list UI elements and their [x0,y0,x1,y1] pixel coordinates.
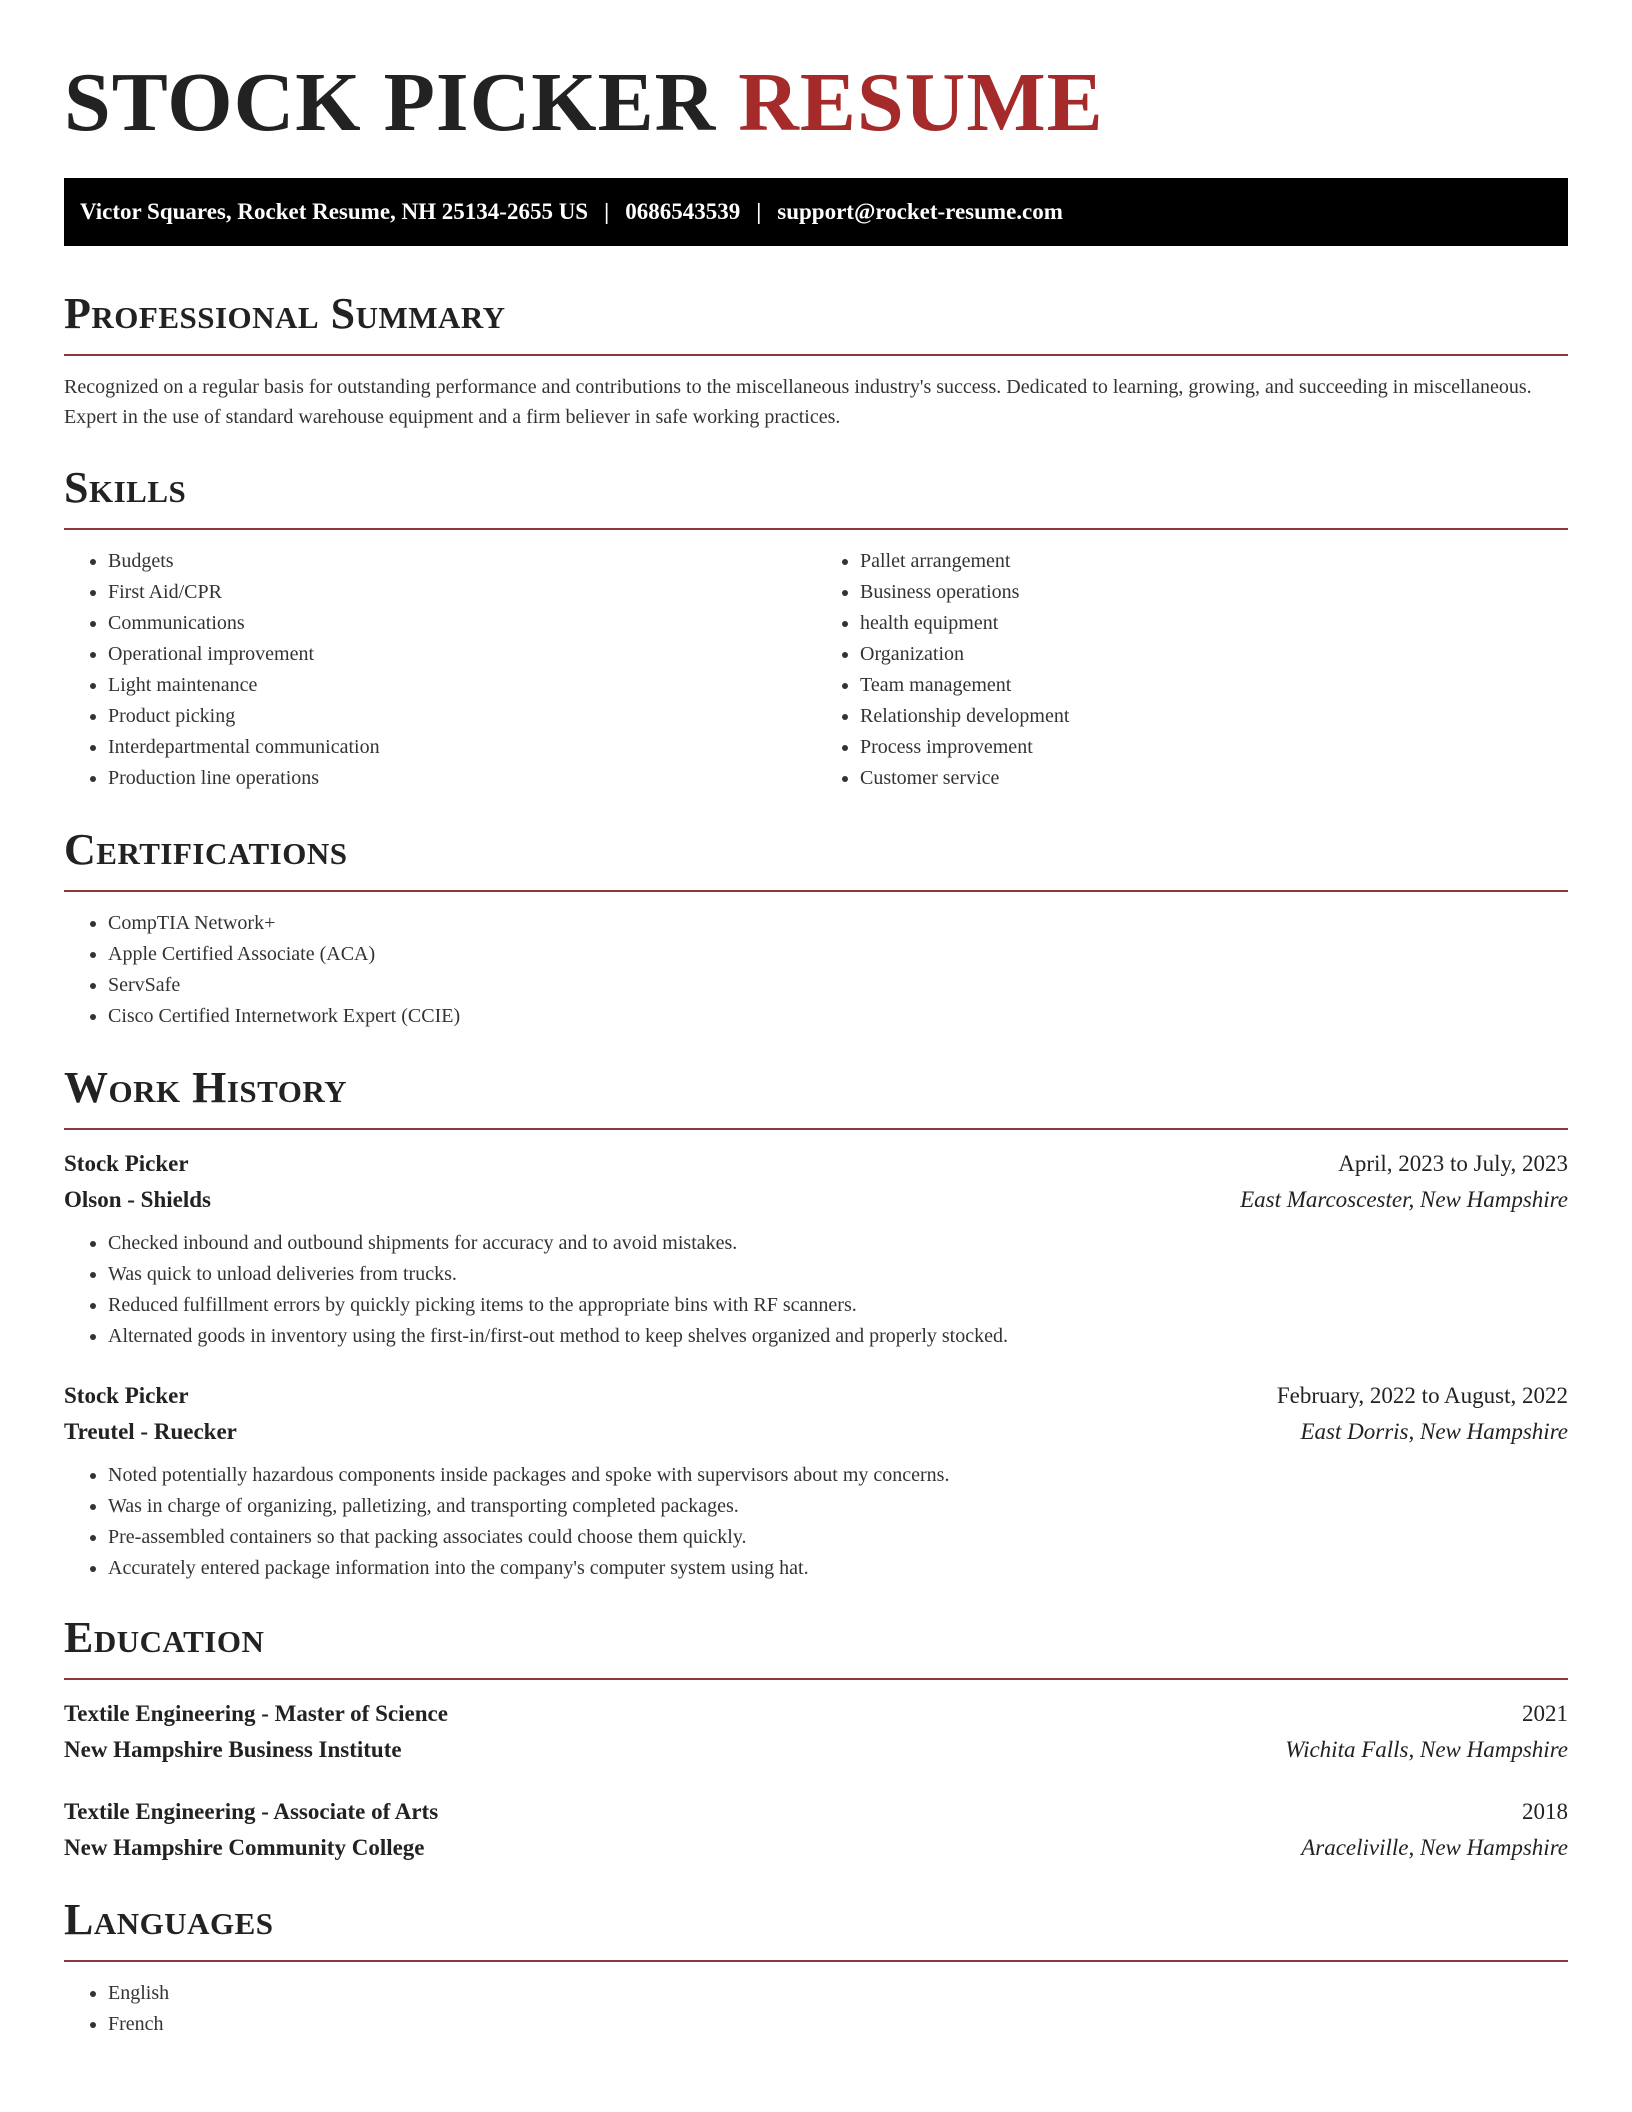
languages-list [64,1978,1568,2040]
title-accent: RESUME [738,56,1104,149]
job-header [64,1146,1568,1182]
education-location: Araceliville, New Hampshire [1301,1835,1568,1860]
section-divider [64,890,1568,892]
section-skills [64,460,1568,794]
contact-bar [64,178,1568,246]
job-bullet: • Alternated goods in inventory using the first-in/first-out method to keep shelves organized and properly stocked. [108,1321,1568,1352]
certification-item: • Cisco Certified Internetwork Expert (CCIE) [108,1001,1568,1032]
job-company: Olson - Shields [64,1187,211,1212]
job-entry [64,1378,1568,1584]
education-degree: Textile Engineering - Associate of Arts [64,1799,439,1824]
skill-item: • Light maintenance [108,670,816,701]
skill-item: • Team management [860,670,1568,701]
skill-item: • Business operations [860,577,1568,608]
skill-item: • Communications [108,608,816,639]
skill-item: • Interdepartmental communication [108,732,816,763]
job-subheader [64,1182,1568,1218]
job-role: Stock Picker [64,1383,189,1408]
education-entry [64,1696,1568,1768]
title-main: STOCK PICKER [64,56,717,149]
job-dates: February, 2022 to August, 2022 [1276,1383,1568,1408]
section-education [64,1610,1568,1866]
section-languages [64,1892,1568,2040]
education-school: New Hampshire Business Institute [64,1737,402,1762]
certification-item: • CompTIA Network+ [108,908,1568,939]
job-bullet: • Was in charge of organizing, palletizing, and transporting completed packages. [108,1491,1568,1522]
certification-item: • ServSafe [108,970,1568,1001]
job-bullet: • Checked inbound and outbound shipments for accuracy and to avoid mistakes. [108,1228,1568,1259]
section-divider [64,1960,1568,1962]
contact-separator: | [756,199,762,224]
education-subheader [64,1732,1568,1768]
job-bullet: • Pre-assembled containers so that packing associates could choose them quickly. [108,1522,1568,1553]
skill-item: • Relationship development [860,701,1568,732]
section-title-summary: Professional Summary [64,289,506,338]
education-header [64,1794,1568,1830]
section-title-skills: Skills [64,463,187,512]
summary-text: Recognized on a regular basis for outstanding performance and contributions to the miscellaneous industry's success. Dedicated to learning, growing, and succeeding in miscellaneous. Expert in the use of standard warehouse equipment and a firm believer in safe working practices. [64,376,1532,428]
language-item: • French [108,2009,1568,2040]
section-divider [64,1678,1568,1680]
education-degree: Textile Engineering - Master of Science [64,1701,448,1726]
job-bullet: • Reduced fulfillment errors by quickly picking items to the appropriate bins with RF scanners. [108,1290,1568,1321]
contact-email[interactable]: support@rocket-resume.com [777,199,1063,224]
skill-item: • Budgets [108,546,816,577]
contact-phone: 0686543539 [625,199,741,224]
contact-separator: | [604,199,610,224]
skills-list-right [816,546,1568,794]
skill-item: • Process improvement [860,732,1568,763]
section-title-education: Education [64,1613,265,1662]
skill-item: • First Aid/CPR [108,577,816,608]
job-location: East Marcoscester, New Hampshire [1240,1187,1568,1212]
section-work-history [64,1060,1568,1584]
skill-item: • Pallet arrangement [860,546,1568,577]
resume-title [64,48,1568,158]
education-subheader [64,1830,1568,1866]
skill-item: • Operational improvement [108,639,816,670]
resume-page [64,48,1568,2040]
education-location: Wichita Falls, New Hampshire [1285,1737,1568,1762]
certifications-list [64,908,1568,1032]
job-role: Stock Picker [64,1151,189,1176]
education-year: 2021 [1522,1701,1568,1726]
job-dates: April, 2023 to July, 2023 [1338,1151,1568,1176]
job-entry [64,1146,1568,1352]
job-bullet: • Accurately entered package information into the company's computer system using hat. [108,1553,1568,1584]
language-item: • English [108,1978,1568,2009]
job-bullet: • Was quick to unload deliveries from trucks. [108,1259,1568,1290]
job-company: Treutel - Ruecker [64,1419,237,1444]
section-divider [64,528,1568,530]
job-location: East Dorris, New Hampshire [1300,1419,1568,1444]
job-bullets [64,1460,1568,1584]
skill-item: • Product picking [108,701,816,732]
job-subheader [64,1414,1568,1450]
job-header [64,1378,1568,1414]
job-bullets [64,1228,1568,1352]
education-school: New Hampshire Community College [64,1835,425,1860]
education-entry [64,1794,1568,1866]
certification-item: • Apple Certified Associate (ACA) [108,939,1568,970]
skills-list-left [64,546,816,794]
section-title-certifications: Certifications [64,825,348,874]
education-header [64,1696,1568,1732]
section-title-languages: Languages [64,1895,274,1944]
skill-item: • Customer service [860,763,1568,794]
job-bullet: • Noted potentially hazardous components inside packages and spoke with supervisors about my concerns. [108,1460,1568,1491]
section-title-work: Work History [64,1063,348,1112]
section-divider [64,1128,1568,1130]
skills-grid [64,546,1568,794]
skill-item: • Production line operations [108,763,816,794]
education-year: 2018 [1522,1799,1568,1824]
section-summary [64,286,1568,432]
contact-address: Victor Squares, Rocket Resume, NH 25134-2655 US [80,199,589,224]
skill-item: • Organization [860,639,1568,670]
section-certifications [64,822,1568,1032]
section-divider [64,354,1568,356]
skill-item: • health equipment [860,608,1568,639]
